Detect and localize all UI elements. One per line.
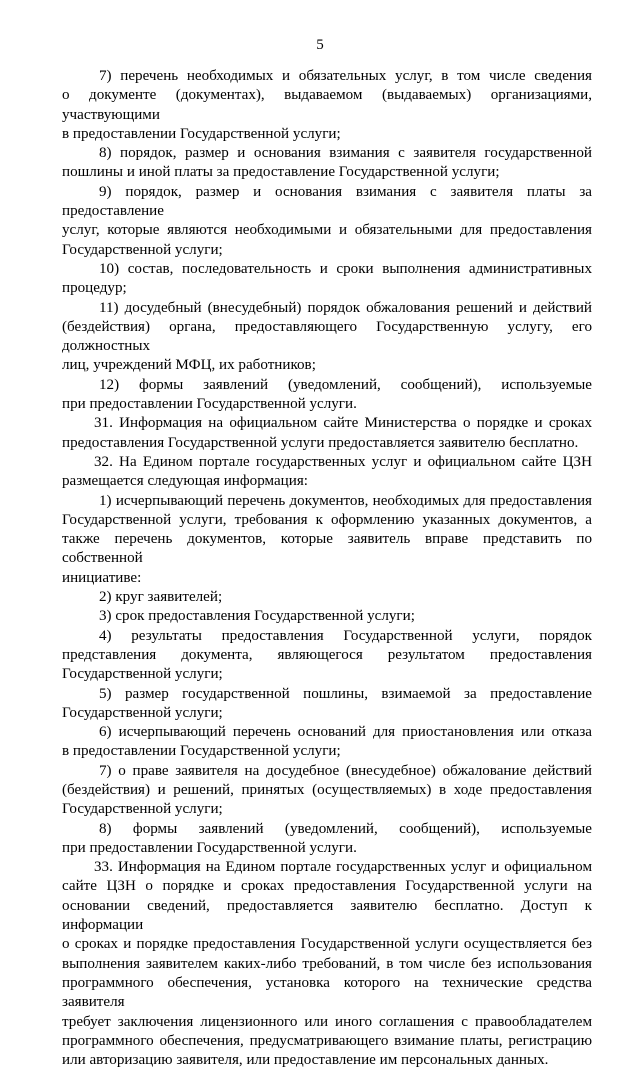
list-item <box>62 144 592 183</box>
text-line: также перечень документов, которые заявитель вправе представить по собственной <box>62 531 592 567</box>
text-line: 4) результаты предоставления Государственной услуги, порядок <box>99 627 592 644</box>
text-line: представления документа, являющегося результатом предоставления <box>62 646 592 663</box>
list-item <box>62 299 592 376</box>
list-item <box>62 376 592 415</box>
list-item <box>62 820 592 859</box>
text-line: пошлины и иной платы за предоставление Государственной услуги; <box>62 164 500 181</box>
page-number: 5 <box>316 37 324 53</box>
text-line: основании сведений, предоставляется заявителю бесплатно. Доступ к информации <box>62 897 592 934</box>
text-line: или авторизацию заявителя, или предоставление им персональных данных. <box>62 1052 549 1069</box>
list-item <box>62 685 592 724</box>
text-line: размещается следующая информация: <box>62 473 308 490</box>
list-item <box>62 762 592 820</box>
text-line: 8) порядок, размер и основания взимания с заявителя государственной <box>99 145 592 162</box>
text-line: о документе (документах), выдаваемом (выдаваемых) организациями, участвующими <box>62 87 592 123</box>
text-line: программного обеспечения, установка которого на технические средства заявителя <box>62 974 592 1011</box>
list-item <box>62 67 592 144</box>
list-item <box>62 607 592 626</box>
text-line: 1) исчерпывающий перечень документов, необходимых для предоставления <box>99 492 592 509</box>
text-line: при предоставлении Государственной услуги. <box>62 839 357 856</box>
text-line: 11) досудебный (внесудебный) порядок обжалования решений и действий <box>99 299 592 316</box>
text-line: лиц, учреждений МФЦ, их работников; <box>62 357 316 374</box>
text-line: 7) о праве заявителя на досудебное (внесудебное) обжалование действий <box>99 762 592 779</box>
text-line: (бездействия) и решений, принятых (осуществляемых) в ходе предоставления <box>62 781 592 798</box>
text-line: 33. Информация на Едином портале государственных услуг и официальном <box>94 859 592 876</box>
text-line: услуг, которые являются необходимыми и обязательными для предоставления <box>62 222 592 239</box>
text-line: в предоставлении Государственной услуги; <box>62 743 341 760</box>
text-line: 9) порядок, размер и основания взимания с заявителя платы за предоставление <box>62 183 592 220</box>
text-line: требует заключения лицензионного или иного соглашения с правообладателем <box>62 1013 592 1030</box>
text-line: программного обеспечения, предусматривающего взимание платы, регистрацию <box>62 1032 592 1049</box>
text-line: 10) состав, последовательность и сроки выполнения административных <box>99 260 592 277</box>
text-line: Государственной услуги; <box>62 704 223 721</box>
list-item <box>62 492 592 588</box>
text-line: 2) круг заявителей; <box>99 589 223 606</box>
text-line: 7) перечень необходимых и обязательных услуг, в том числе сведения <box>99 68 592 84</box>
text-line: 32. На Едином портале государственных услуг и официальном сайте ЦЗН <box>94 453 592 470</box>
text-line: Государственной услуги; <box>62 666 223 683</box>
text-line: процедур; <box>62 280 127 297</box>
numbered-paragraph <box>62 453 592 492</box>
text-line: инициативе: <box>62 569 142 586</box>
text-line: при предоставлении Государственной услуги. <box>62 396 357 413</box>
numbered-paragraph <box>62 858 592 1070</box>
text-line: сайте ЦЗН о порядке и сроках предоставления Государственной услуги на <box>62 878 592 895</box>
list-item <box>62 723 592 762</box>
text-line: 8) формы заявлений (уведомлений, сообщений), используемые <box>99 820 592 837</box>
text-line: 3) срок предоставления Государственной услуги; <box>99 608 415 625</box>
numbered-paragraph <box>62 414 592 453</box>
text-line: в предоставлении Государственной услуги; <box>62 125 341 142</box>
text-line: Государственной услуги, требования к оформлению указанных документов, а <box>62 511 592 528</box>
text-line: 31. Информация на официальном сайте Министерства о порядке и сроках <box>94 415 592 432</box>
text-line: Государственной услуги; <box>62 241 223 258</box>
text-line: 5) размер государственной пошлины, взимаемой за предоставление <box>99 685 592 702</box>
list-item <box>62 627 592 685</box>
text-line: выполнения заявителем каких-либо требований, в том числе без использования <box>62 955 592 972</box>
text-line: Государственной услуги; <box>62 801 223 818</box>
list-item <box>62 183 592 260</box>
list-item <box>62 260 592 299</box>
text-line: (бездействия) органа, предоставляющего Государственную услугу, его должностных <box>62 318 592 355</box>
text-line: о сроках и порядке предоставления Государственной услуги осуществляется без <box>62 936 592 953</box>
text-line: предоставления Государственной услуги предоставляется заявителю бесплатно. <box>62 434 579 451</box>
text-line: 12) формы заявлений (уведомлений, сообщений), используемые <box>99 376 592 393</box>
document-body <box>62 67 592 1070</box>
list-item <box>62 588 592 607</box>
text-line: 6) исчерпывающий перечень оснований для приостановления или отказа <box>99 724 592 741</box>
